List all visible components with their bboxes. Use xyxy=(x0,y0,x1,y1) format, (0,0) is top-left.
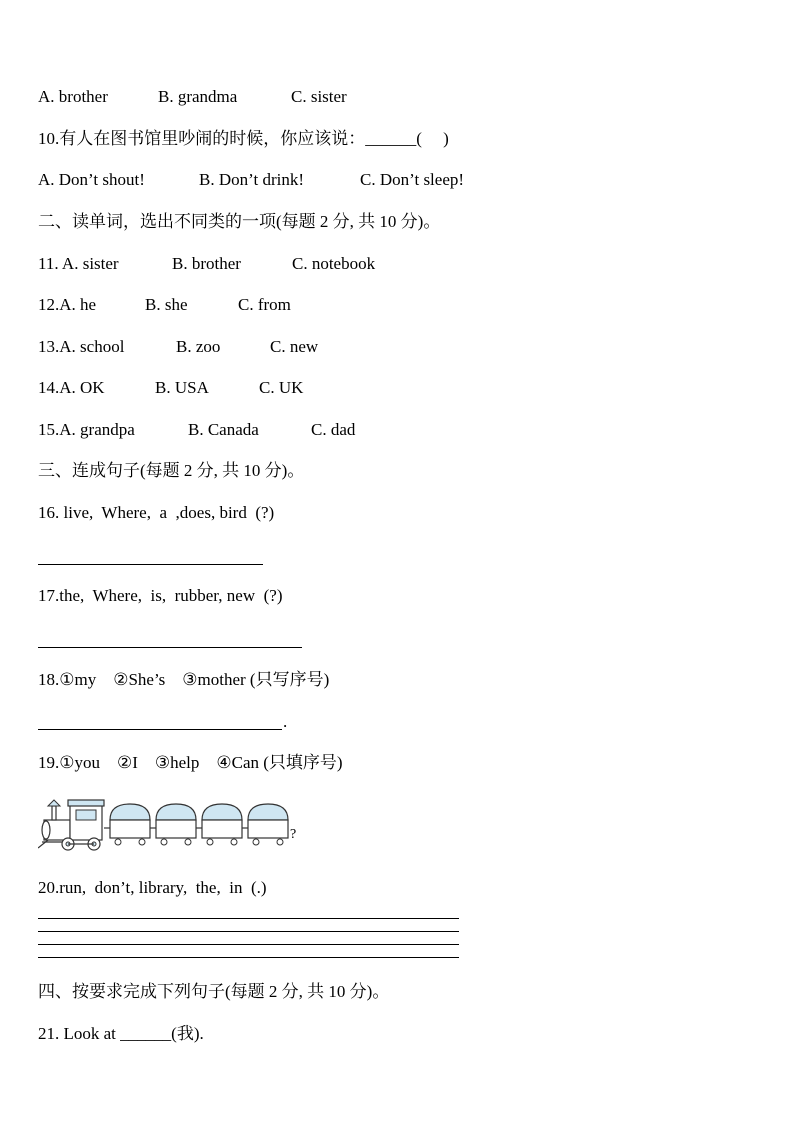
q11-option-a: 11. A. sister xyxy=(38,254,119,273)
q12-option-a: 12.A. he xyxy=(38,295,97,314)
train-carriage-4 xyxy=(242,804,288,845)
q20-writing-line-1[interactable] xyxy=(38,918,459,919)
section-2-title: 二、读单词，选出不同类的一项(每题 2 分, 共 10 分)。 xyxy=(38,212,441,231)
section-4-title: 四、按要求完成下列句子(每题 2 分, 共 10 分)。 xyxy=(38,982,390,1001)
q20-writing-line-3[interactable] xyxy=(38,944,459,945)
q20-prompt: 20.run, don’t, library, the, in (.) xyxy=(38,878,267,897)
q17-answer-line[interactable] xyxy=(38,647,302,648)
q10-option-c: C. Don’t sleep! xyxy=(360,170,465,189)
q11-option-c: C. notebook xyxy=(292,254,376,273)
q15-option-b: B. Canada xyxy=(188,420,259,439)
train-carriage-2 xyxy=(150,804,196,845)
train-engine xyxy=(38,800,104,850)
q9-option-a: A. brother xyxy=(38,87,108,106)
q14-option-c: C. UK xyxy=(259,378,304,397)
q11-option-b: B. brother xyxy=(172,254,241,273)
q16-answer-line[interactable] xyxy=(38,564,263,565)
q13-option-c: C. new xyxy=(270,337,319,356)
q20-writing-line-2[interactable] xyxy=(38,931,459,932)
train-carriage-1 xyxy=(104,804,150,845)
q10-option-b: B. Don’t drink! xyxy=(199,170,304,189)
q18-period: . xyxy=(283,712,288,731)
q18-prompt: 18.①my ②She’s ③mother (只写序号) xyxy=(38,670,330,689)
q20-writing-line-4[interactable] xyxy=(38,957,459,958)
q9-option-c: C. sister xyxy=(291,87,347,106)
train-question-mark: ? xyxy=(290,827,297,842)
q18-answer-line[interactable] xyxy=(38,729,282,730)
q10-stem: 10.有人在图书馆里吵闹的时候，你应该说：______( ) xyxy=(38,129,449,148)
q13-option-a: 13.A. school xyxy=(38,337,125,356)
train-carriage-3 xyxy=(196,804,242,845)
q14-option-b: B. USA xyxy=(155,378,209,397)
q15-option-c: C. dad xyxy=(311,420,356,439)
section-3-title: 三、连成句子(每题 2 分, 共 10 分)。 xyxy=(38,461,305,480)
q12-option-b: B. she xyxy=(145,295,188,314)
q14-option-a: 14.A. OK xyxy=(38,378,105,397)
q10-option-a: A. Don’t shout! xyxy=(38,170,145,189)
q9-option-b: B. grandma xyxy=(158,87,238,106)
q21-prompt: 21. Look at ______(我). xyxy=(38,1024,204,1043)
q12-option-c: C. from xyxy=(238,295,291,314)
train-illustration xyxy=(38,798,308,856)
q13-option-b: B. zoo xyxy=(176,337,221,356)
q15-option-a: 15.A. grandpa xyxy=(38,420,135,439)
q19-prompt: 19.①you ②I ③help ④Can (只填序号) xyxy=(38,753,343,772)
q17-prompt: 17.the, Where, is, rubber, new (?) xyxy=(38,586,283,605)
q16-prompt: 16. live, Where, a ,does, bird (?) xyxy=(38,503,275,522)
